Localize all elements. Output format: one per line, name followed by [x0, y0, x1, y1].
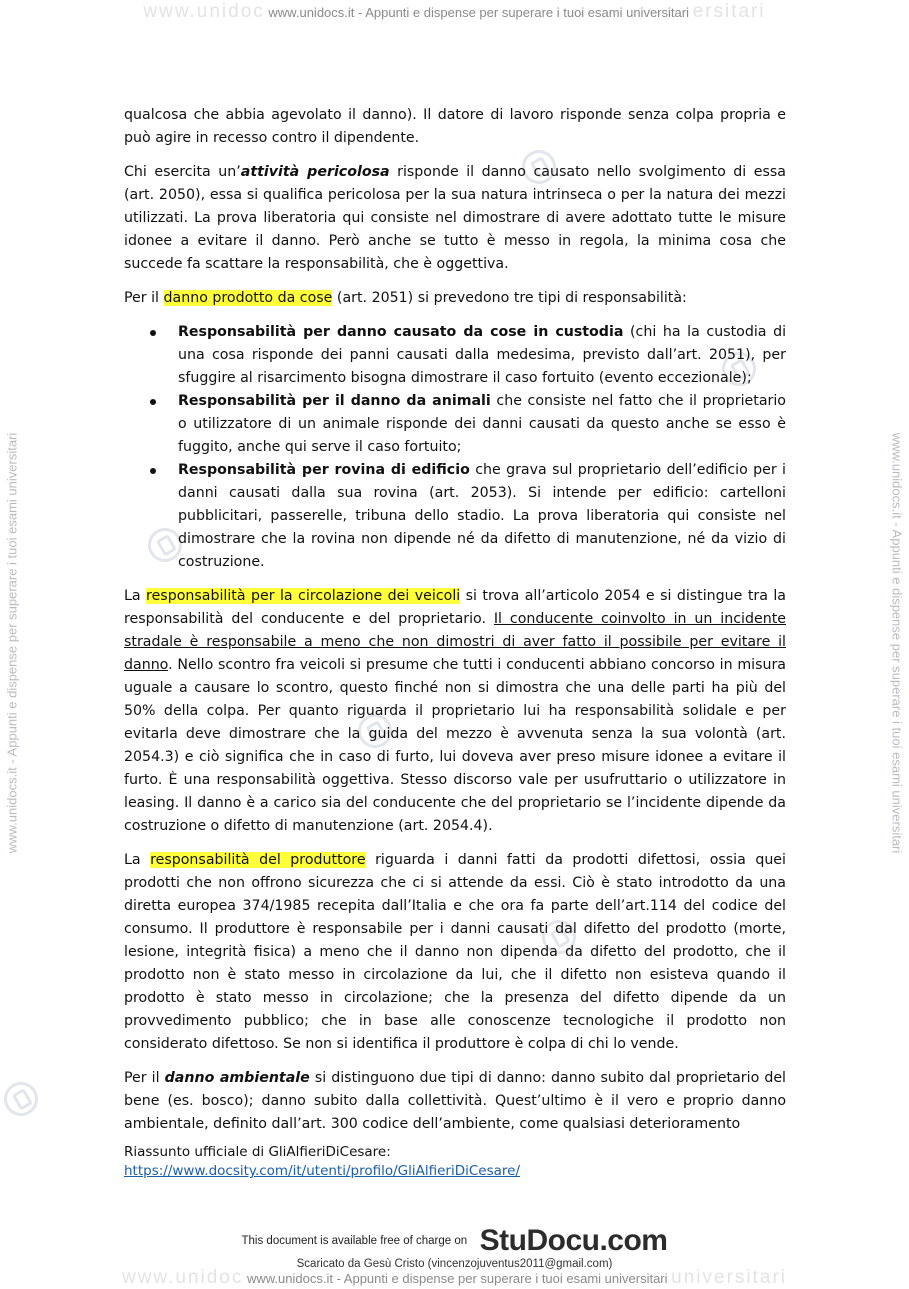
downloaded-by: Scaricato da Gesù Cristo (vincenzojuventus2011@gmail.com): [296, 1258, 613, 1270]
list-item-text: (chi ha la custodia di una cosa risponde dei panni causati dalla medesima, previsto dall’art. 2051), per sfuggire al risarcimento bisogna dimostrare il caso fortuito (evento eccezionale);: [178, 324, 787, 386]
term-environmental-damage: danno ambientale: [164, 1070, 310, 1086]
summary-credit: [124, 1143, 786, 1181]
list-item: [124, 390, 786, 459]
text-run: La: [124, 588, 147, 604]
logo-part: Docu: [526, 1224, 600, 1257]
highlight-producer: responsabilità del produttore: [150, 852, 366, 868]
list-item-title: Responsabilità per il danno da animali: [178, 393, 491, 409]
text-run: si trova all’articolo 2054 e si distingue tra la responsabilità del conducente e del proprietario.: [124, 588, 786, 627]
bottom-watermark-text: www.unidocs.it - Appunti e dispense per superare i tuoi esami universitari: [246, 1271, 668, 1286]
text-run: riguarda i danni fatti da prodotti difettosi, ossia quei prodotti che non offrono sicurezza che ci si attende da essi. Ciò è stato introdotto da una diretta europea 374/1985 recepita dall’Italia e che ora fa parte dell’art.114 del codice del consumo. Il produttore è responsabile per i danni causati dal difetto del prodotto (morte, lesione, integrità fisica) a meno che il danno non dipenda da difetto del prodotto, che il prodotto non è stato messo in circolazione da lui, che il difetto non esisteva quando il prodotto è stato messo in circolazione; che la presenza del difetto dipende da un provvedimento pubblico; che in base alle conoscenze tecnologiche il prodotto non considerato difettoso. Se non si identifica il produttore è colpa di chi lo vende.: [124, 852, 786, 1052]
top-watermark: [0, 0, 909, 24]
top-watermark-ghost-right: ersitari: [692, 1, 766, 22]
studocu-banner: [0, 1224, 909, 1258]
logo-part: Stu: [479, 1224, 527, 1257]
bottom-watermark-ghost-right: universitari: [671, 1267, 788, 1288]
text-run: si distinguono due tipi di danno: danno subito dal proprietario del bene (es. bosco); danno subito dalla collettività. Quest’ultimo è il vero e proprio danno ambientale, definito dall’art. 300 codice dell’ambiente, come qualsiasi deterioramento: [124, 1070, 786, 1132]
responsibility-list: [124, 321, 786, 574]
document-body: [124, 104, 786, 1147]
paragraph-vehicles: [124, 585, 786, 838]
highlight-vehicles: responsabilità per la circolazione dei veicoli: [146, 588, 461, 604]
paragraph-environmental: [124, 1067, 786, 1136]
top-watermark-ghost-left: www.unidoc: [143, 1, 265, 22]
studocu-logo[interactable]: [480, 1224, 668, 1257]
list-item-text: che grava sul proprietario dell’edificio per i danni causati dalla sua rovina (art. 2053). Si intende per edificio: cartelloni pubblicitari, passerelle, tribuna dello stadio. La prova liberatoria qui consiste nel dimostrare che la rovina non dipende né da difetto di manutenzione, né da vizio di costruzione.: [178, 462, 787, 570]
profile-link[interactable]: https://www.docsity.com/it/utenti/profilo/GliAlfieriDiCesare/: [124, 1163, 521, 1179]
text-run: Per il: [124, 290, 164, 306]
list-item-title: Responsabilità per rovina di edificio: [178, 462, 470, 478]
free-charge-text: This document is available free of charge on: [241, 1235, 468, 1247]
paragraph-producer: [124, 849, 786, 1056]
text-run: (art. 2051) si prevedono tre tipi di responsabilità:: [332, 290, 687, 306]
list-item-text: che consiste nel fatto che il proprietario o utilizzatore di un animale risponde dei danni causati da questo anche se esso è fuggito, anche qui serve il caso fortuito;: [178, 393, 786, 455]
text-run: Per il: [124, 1070, 165, 1086]
underlined-driver-rule: Il conducente coinvolto in un incidente stradale è responsabile a meno che non dimostri di aver fatto il possibile per evitare il danno: [124, 611, 787, 673]
term-dangerous-activity: attività pericolosa: [240, 164, 390, 180]
summary-label: Riassunto ufficiale di GliAlfieriDiCesare:: [124, 1144, 391, 1160]
list-item-title: Responsabilità per danno causato da cose in custodia: [178, 324, 624, 340]
right-watermark-text: www.unidocs.it - Appunti e dispense per superare i tuoi esami universitari: [889, 432, 905, 854]
left-watermark-text: www.unidocs.it - Appunti e dispense per superare i tuoi esami universitari: [4, 432, 20, 854]
paragraph-damage-by-things: [124, 287, 786, 310]
text-run: . Nello scontro fra veicoli si presume che tutti i conducenti abbiano concorso in misura uguale a causare lo scontro, questo finché non si dimostra che una delle parti ha più del 50% della colpa. Per quanto riguarda il proprietario lui ha responsabilità solidale e per evitarla deve dimostrare che la guida del mezzo è avvenuta senza la sua volontà (art. 2054.3) e ciò significa che in caso di furto, lui doveva aver preso misure idonee a evitare il furto. È una responsabilità oggettiva. Stesso discorso vale per usufruttario o utilizzatore in leasing. Il danno è a carico sia del conducente che del proprietario se l’incidente dipende da costruzione o difetto di manutenzione (art. 2054.4).: [124, 657, 786, 834]
text-run: risponde il danno causato nello svolgimento di essa (art. 2050), essa si qualifica pericolosa per la sua natura intrinseca o per la natura dei mezzi utilizzati. La prova liberatoria qui consiste nel dimostrare di avere adottato tutte le misure idonee a evitare il danno. Però anche se tutto è messo in regola, la minima cosa che succede fa scattare la responsabilità, che è oggettiva.: [124, 164, 786, 272]
paragraph-employer: qualcosa che abbia agevolato il danno). Il datore di lavoro risponde senza colpa propria e può agire in recesso contro il dipendente.: [124, 107, 786, 146]
list-item: [124, 321, 786, 390]
list-item: [124, 459, 786, 574]
paragraph-dangerous-activity: [124, 161, 786, 276]
text-run: La: [124, 852, 151, 868]
top-watermark-text: www.unidocs.it - Appunti e dispense per superare i tuoi esami universitari: [268, 5, 689, 20]
bottom-watermark-ghost-left: www.unidoc: [121, 1267, 244, 1288]
highlight-damage-by-things: danno prodotto da cose: [163, 290, 333, 306]
right-watermark: [885, 0, 909, 1286]
logo-part: .com: [599, 1224, 668, 1257]
text-run: Chi esercita un’: [124, 164, 241, 180]
